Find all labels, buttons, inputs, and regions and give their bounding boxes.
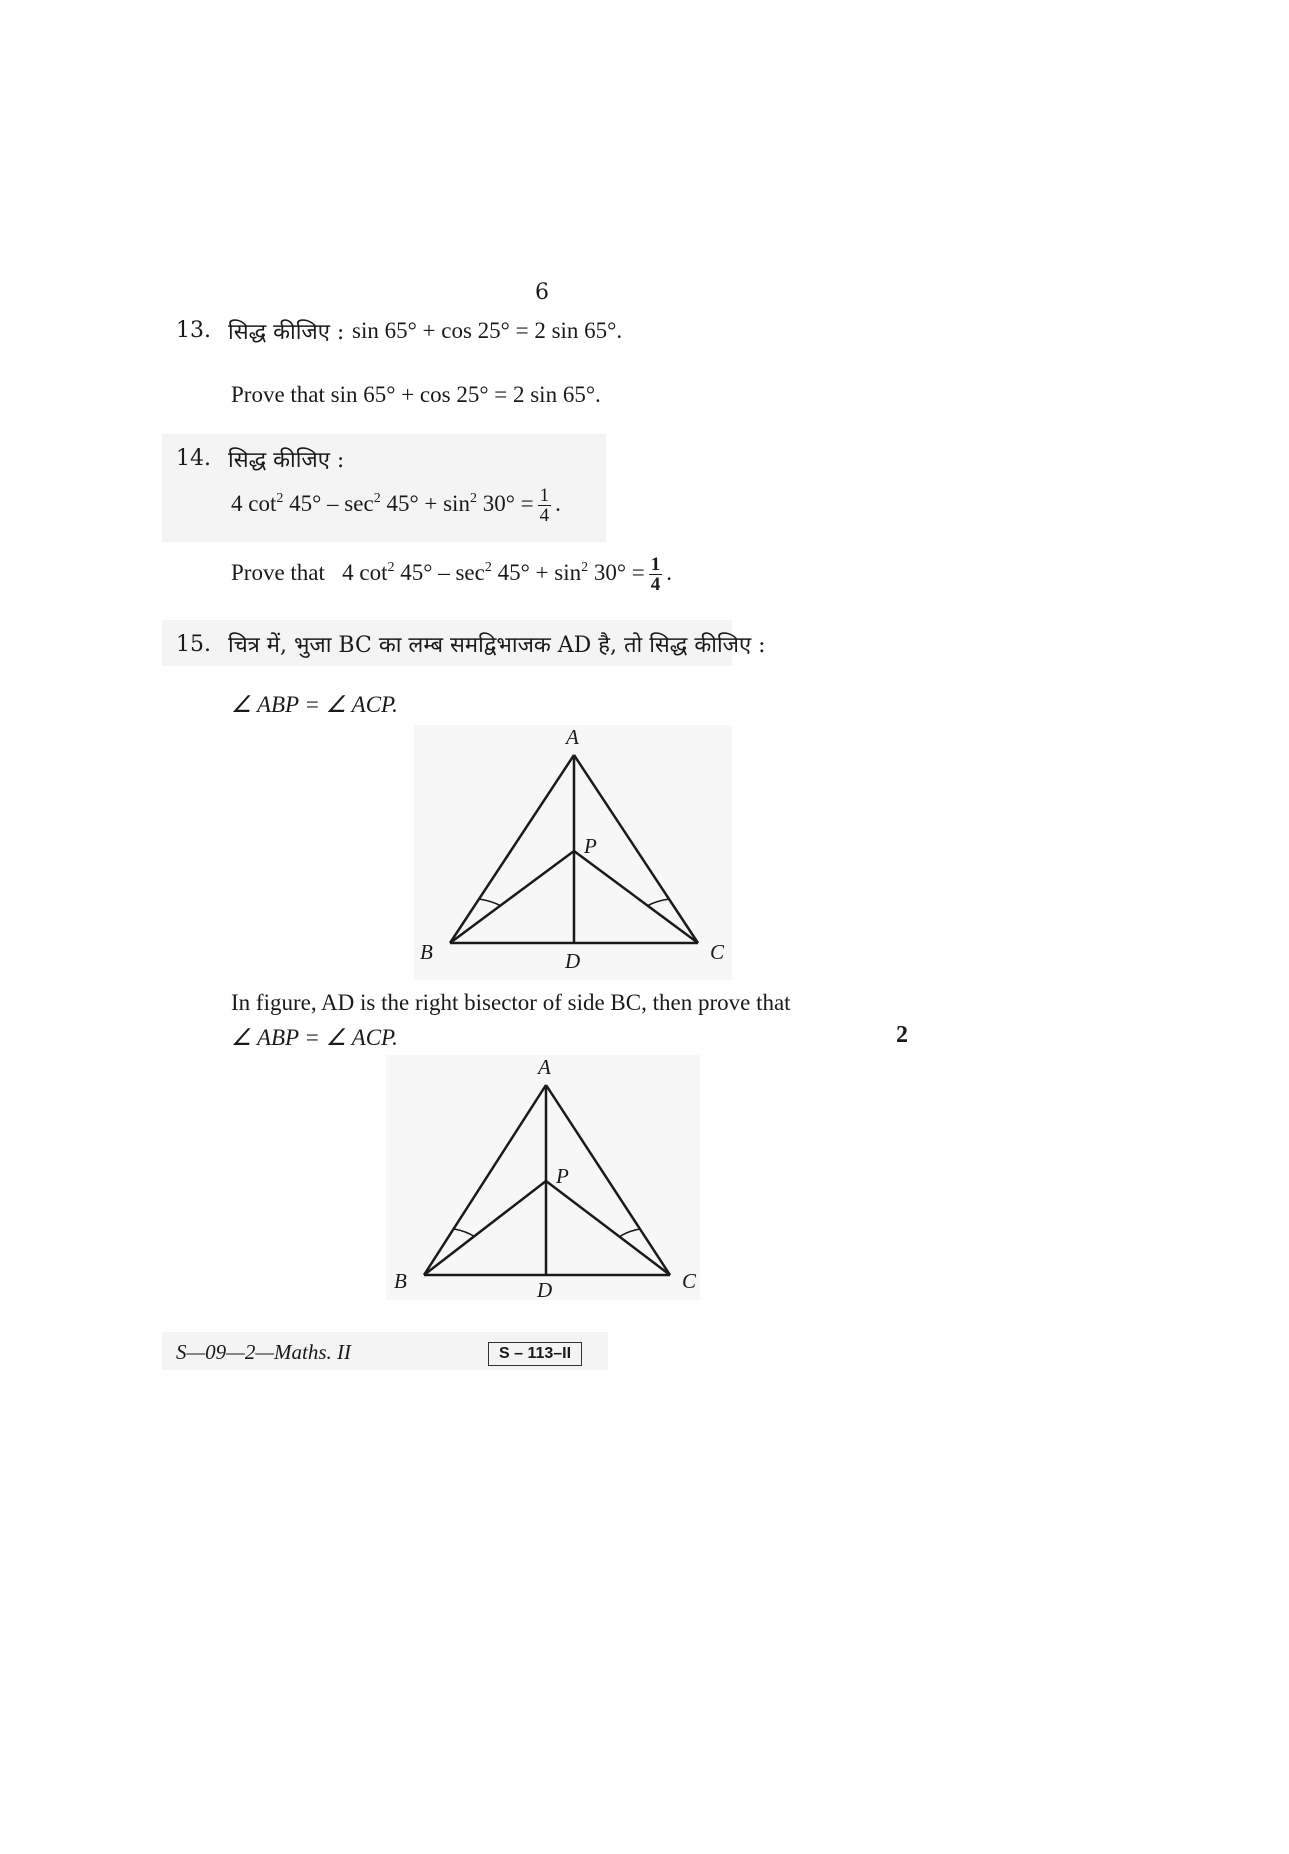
figure-triangle-english: [386, 1055, 700, 1300]
q15-angle-hi: ∠ ABP = ∠ ACP.: [231, 692, 398, 717]
label-d-2: D: [537, 1278, 553, 1300]
q13-english: Prove that sin 65° + cos 25° = 2 sin 65°.: [231, 382, 601, 407]
label-c-2: C: [682, 1269, 697, 1293]
label-d: D: [565, 949, 581, 973]
footer-code: S – 113–II: [488, 1342, 582, 1366]
page-number: 6: [535, 280, 549, 305]
figure-triangle-hindi: [414, 725, 732, 980]
label-b-2: B: [394, 1269, 407, 1293]
q13-number: 13.: [176, 318, 211, 343]
q15-angle-en: ∠ ABP = ∠ ACP.: [231, 1025, 398, 1050]
label-a-2: A: [538, 1055, 551, 1079]
q15-english-text: In figure, AD is the right bisector of side BC, then prove that: [231, 990, 791, 1015]
q14-expression: 4 $\cot^2 45^\circ - \sec^2 45^\circ + \sin^2 30^\circ$ = $\frac{1}{4}$ .: [231, 485, 561, 526]
q14-english-fraction: $\frac{1}{4}$: [650, 554, 661, 595]
q15-hindi-text: चित्र में, भुजा BC का लम्ब समद्विभाजक AD है, तो सिद्ध कीजिए :: [228, 633, 766, 658]
q15-marks: 2: [896, 1022, 908, 1048]
label-p: P: [584, 834, 597, 858]
q15-number: 15.: [176, 632, 211, 657]
label-p-2: P: [556, 1164, 569, 1188]
label-a: A: [566, 725, 579, 749]
q14-english: Prove that 4 $\cot^2 45^\circ - \sec^2 45^\circ + \sin^2 30^\circ$ = $\frac{1}{4}$ .: [231, 554, 673, 595]
q14-hindi-label: सिद्ध कीजिए :: [228, 448, 345, 473]
q14-number: 14.: [176, 446, 211, 471]
label-c: C: [710, 940, 725, 964]
label-b: B: [420, 940, 433, 964]
q14-fraction: $\frac{1}{4}$: [539, 485, 550, 526]
q13-expression: sin 65° + cos 25° = 2 sin 65°.: [352, 318, 623, 343]
q13-hindi-label: सिद्ध कीजिए :: [228, 320, 345, 345]
footer-left: S—09—2—Maths. II: [176, 1340, 352, 1364]
